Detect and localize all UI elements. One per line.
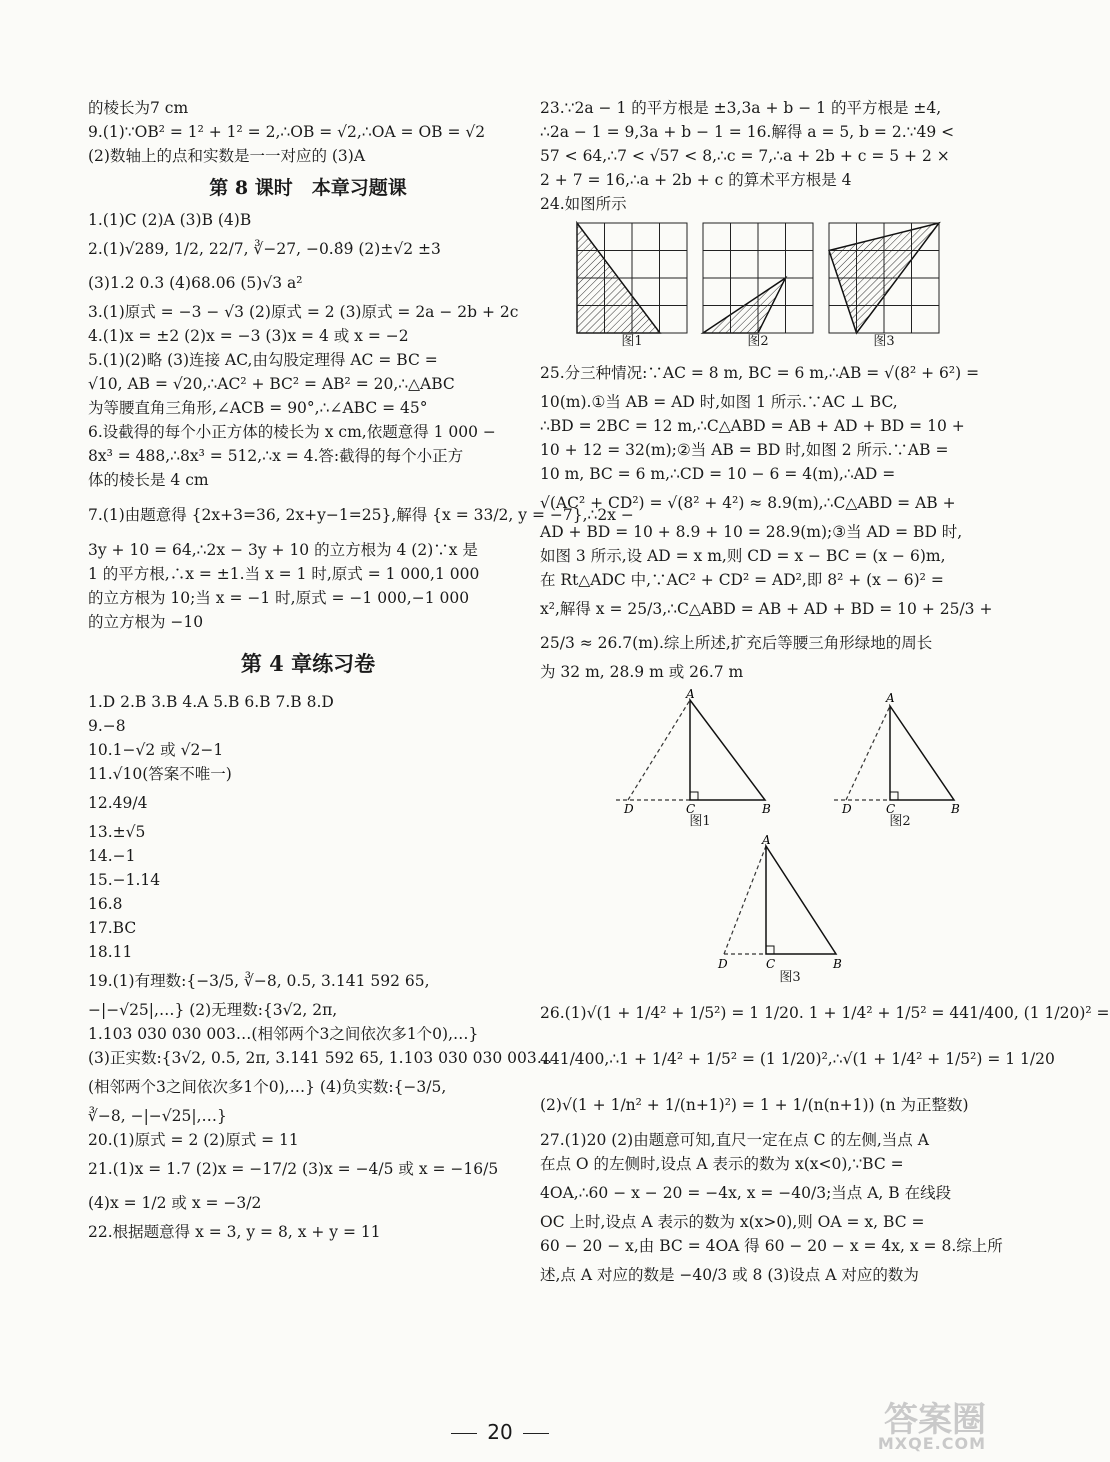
text-line: 60 − 20 − x,由 BC = 4OA 得 60 − 20 − x = 4x, x = 8.综上所 (540, 1237, 1003, 1255)
page-number-dash-left (451, 1433, 477, 1434)
figure-caption: 图2 (747, 334, 769, 349)
text-line: 25/3 ≈ 26.7(m).综上所述,扩充后等腰三角形绿地的周长 (540, 634, 933, 652)
text-line: 26.(1)√(1 + 1/4² + 1/5²) = 1 1/20. 1 + 1/4² + 1/5² = 441/400, (1 1/20)² = (540, 1004, 1110, 1022)
label-d: D (842, 802, 852, 816)
label-a: A (762, 833, 771, 847)
text-line: 3y + 10 = 64,∴2x − 3y + 10 的立方根为 4 (2)∵x 是 (88, 541, 478, 559)
text-line: 441/400,∴1 + 1/4² + 1/5² = (1 1/20)²,∴√(1 + 1/4² + 1/5²) = 1 1/20 (540, 1050, 1055, 1068)
triangle-diagram-2 (830, 692, 970, 814)
text-line: 57 < 64,∴7 < √57 < 8,∴c = 7,∴a + 2b + c = 5 + 2 × (540, 147, 950, 165)
text-line: 9.(1)∵OB² = 1² + 1² = 2,∴OB = √2,∴OA = OB = √2 (88, 123, 486, 141)
grid-figure-2 (702, 222, 814, 350)
grid-diagram-2 (702, 222, 814, 334)
text-line: 2 + 7 = 16,∴a + 2b + c 的算术平方根是 4 (540, 171, 852, 189)
text-line: 3.(1)原式 = −3 − √3 (2)原式 = 2 (3)原式 = 2a − 2b + 2c (88, 303, 519, 321)
text-line: ∛−8, −|−√25|,…} (88, 1107, 227, 1125)
text-line: 的立方根为 10;当 x = −1 时,原式 = −1 000,−1 000 (88, 589, 470, 607)
left-block-a (88, 96, 528, 168)
text-line: (3)1.2 0.3 (4)68.06 (5)√3 a² (88, 274, 303, 292)
text-line: AD + BD = 10 + 8.9 + 10 = 28.9(m);③当 AD = BD 时, (540, 523, 963, 541)
right-angle-mark (766, 946, 774, 954)
label-c: C (766, 957, 776, 971)
figure-caption: 图1 (621, 334, 643, 349)
text-line: 5.(1)(2)略 (3)连接 AC,由勾股定理得 AC = BC = (88, 351, 438, 369)
text-line: 4OA,∴60 − x − 20 = −4x, x = −40/3;当点 A, B 在线段 (540, 1184, 952, 1202)
right-angle-mark (690, 792, 698, 800)
grid-diagram-3 (828, 222, 940, 334)
triangle-abc (890, 706, 954, 800)
text-line: 19.(1)有理数:{−3/5, ∛−8, 0.5, 3.141 592 65, (88, 972, 430, 990)
label-d: D (718, 957, 728, 971)
text-line: 11.√10(答案不唯一) (88, 765, 232, 783)
triangle-diagram-3 (710, 833, 850, 971)
text-line: 21.(1)x = 1.7 (2)x = −17/2 (3)x = −4/5 或 x = −16/5 (88, 1160, 499, 1178)
grid-figures (576, 222, 992, 350)
grid-figure-3 (828, 222, 940, 350)
right-angle-mark (890, 792, 898, 800)
figure-caption: 图3 (873, 334, 895, 349)
watermark-line-2: MXQE.COM (877, 1434, 986, 1453)
text-line: OC 上时,设点 A 表示的数为 x(x>0),则 OA = x, BC = (540, 1213, 925, 1231)
text-line: 20.(1)原式 = 2 (2)原式 = 11 (88, 1131, 299, 1149)
triangle-figure-2 (830, 692, 970, 830)
label-a: A (886, 691, 895, 705)
text-line: 22.根据题意得 x = 3, y = 8, x + y = 11 (88, 1223, 381, 1241)
triangle-figure-3 (710, 833, 992, 986)
right-block-b (540, 356, 992, 684)
lesson-heading: 第 8 课时 本章习题课 (209, 177, 407, 199)
label-c: C (886, 802, 896, 816)
text-line: 13.±√5 (88, 823, 146, 841)
text-line: 16.8 (88, 895, 123, 913)
right-column (540, 96, 1110, 1292)
text-line: ∴BD = 2BC = 12 m,∴C△ABD = AB + AD + BD = 10 + (540, 417, 965, 435)
label-b: B (762, 802, 771, 816)
figure-caption: 图1 (689, 814, 711, 829)
text-line: 8x³ = 488,∴8x³ = 512,∴x = 4.答:截得的每个小正方 (88, 447, 464, 465)
text-line: 27.(1)20 (2)由题意可知,直尺一定在点 C 的左侧,当点 A (540, 1131, 929, 1149)
dashed-ad (846, 706, 890, 800)
triangle-abc (690, 700, 765, 800)
page-number-dash-right (523, 1433, 549, 1434)
label-d: D (624, 802, 634, 816)
figure-caption: 图2 (889, 814, 911, 829)
grid-lines (703, 223, 813, 333)
text-line: 14.−1 (88, 847, 136, 865)
label-c: C (686, 802, 696, 816)
text-line: (相邻两个3之间依次多1个0),…} (4)负实数:{−3/5, (88, 1078, 447, 1096)
text-line: 15.−1.14 (88, 871, 161, 889)
text-line: (2)数轴上的点和实数是一一对应的 (3)A (88, 147, 366, 165)
right-block-c (540, 990, 1110, 1292)
text-line: 25.分三种情况:∵AC = 8 m, BC = 6 m,∴AB = √(8² + 6²) = (540, 364, 980, 382)
text-line: √10, AB = √20,∴AC² + BC² = AB² = 20,∴△ABC (88, 375, 455, 393)
page-number-text: 20 (487, 1420, 513, 1444)
text-line: −|−√25|,…} (2)无理数:{3√2, 2π, (88, 1001, 338, 1019)
text-line: 10 + 12 = 32(m);②当 AB = BD 时,如图 2 所示.∵AB = (540, 441, 949, 459)
text-line: 体的棱长是 4 cm (88, 471, 209, 489)
text-line: (2)√(1 + 1/n² + 1/(n+1)²) = 1 + 1/(n(n+1)) (n 为正整数) (540, 1096, 969, 1114)
text-line: 12.49/4 (88, 794, 148, 812)
label-b: B (951, 802, 960, 816)
label-a: A (686, 687, 695, 701)
triangle-abc (766, 846, 836, 954)
text-line: 的棱长为7 cm (88, 99, 189, 117)
text-line: √(AC² + CD²) = √(8² + 4²) ≈ 8.9(m),∴C△ABD = AB + (540, 494, 956, 512)
text-line: 9.−8 (88, 717, 126, 735)
text-line: 1.D 2.B 3.B 4.A 5.B 6.B 7.B 8.D (88, 693, 334, 711)
dashed-ad (724, 846, 766, 954)
text-line: 6.设截得的每个小正方体的棱长为 x cm,依题意得 1 000 − (88, 423, 496, 441)
grid-diagram-1 (576, 222, 688, 334)
triangle-diagram-1 (610, 687, 790, 816)
text-line: 10(m).①当 AB = AD 时,如图 1 所示.∵AC ⊥ BC, (540, 393, 898, 411)
chapter-heading: 第 4 章练习卷 (240, 651, 376, 676)
text-line: 23.∵2a − 1 的平方根是 ±3,3a + b − 1 的平方根是 ±4, (540, 99, 942, 117)
left-block-c (88, 690, 553, 1244)
right-block-a (540, 96, 992, 216)
text-line: 1 的平方根,∴x = ±1.当 x = 1 时,原式 = 1 000,1 000 (88, 565, 480, 583)
text-line: x²,解得 x = 25/3,∴C△ABD = AB + AD + BD = 10 + 25/3 + (540, 600, 993, 618)
text-line: 10.1−√2 或 √2−1 (88, 741, 224, 759)
watermark-logo (877, 1400, 986, 1456)
text-line: 在 Rt△ADC 中,∵AC² + CD² = AD²,即 8² + (x − 6)² = (540, 571, 944, 589)
text-line: ∴2a − 1 = 9,3a + b − 1 = 16.解得 a = 5, b = 2.∵49 < (540, 123, 955, 141)
dashed-ad (628, 700, 690, 800)
text-line: 24.如图所示 (540, 195, 627, 213)
text-line: 4.(1)x = ±2 (2)x = −3 (3)x = 4 或 x = −2 (88, 327, 409, 345)
text-line: 1.(1)C (2)A (3)B (4)B (88, 211, 252, 229)
watermark-line-1: 答案圈 (884, 1400, 986, 1440)
triangle-figure-1 (610, 687, 790, 830)
text-line: 述,点 A 对应的数是 −40/3 或 8 (3)设点 A 对应的数为 (540, 1266, 919, 1284)
text-line: (4)x = 1/2 或 x = −3/2 (88, 1194, 262, 1212)
text-line: 17.BC (88, 919, 137, 937)
text-line: 的立方根为 −10 (88, 613, 204, 631)
grid-figure-1 (576, 222, 688, 350)
text-line: (3)正实数:{3√2, 0.5, 2π, 3.141 592 65, 1.103 030 030 003… (88, 1049, 553, 1067)
text-line: 2.(1)√289, 1/2, 22/7, ∛−27, −0.8̇9̇ (2)±√2 ±3 (88, 240, 441, 258)
triangle-figures-row (610, 687, 970, 830)
text-line: 18.11 (88, 943, 133, 961)
text-line: 1.103 030 030 003…(相邻两个3之间依次多1个0),…} (88, 1025, 479, 1043)
label-b: B (833, 957, 842, 971)
text-line: 为等腰直角三角形,∠ACB = 90°,∴∠ABC = 45° (88, 399, 428, 417)
text-line: 10 m, BC = 6 m,∴CD = 10 − 6 = 4(m),∴AD = (540, 465, 896, 483)
text-line: 如图 3 所示,设 AD = x m,则 CD = x − BC = (x − 6)m, (540, 547, 946, 565)
page-number (0, 1420, 1000, 1444)
text-line: 7.(1)由题意得 {2x+3=36, 2x+y−1=25},解得 {x = 33/2, y = −7},∴2x − (88, 506, 634, 524)
figure-caption: 图3 (779, 970, 801, 985)
text-line: 为 32 m, 28.9 m 或 26.7 m (540, 663, 744, 681)
text-line: 在点 O 的左侧时,设点 A 表示的数为 x(x<0),∵BC = (540, 1155, 904, 1173)
